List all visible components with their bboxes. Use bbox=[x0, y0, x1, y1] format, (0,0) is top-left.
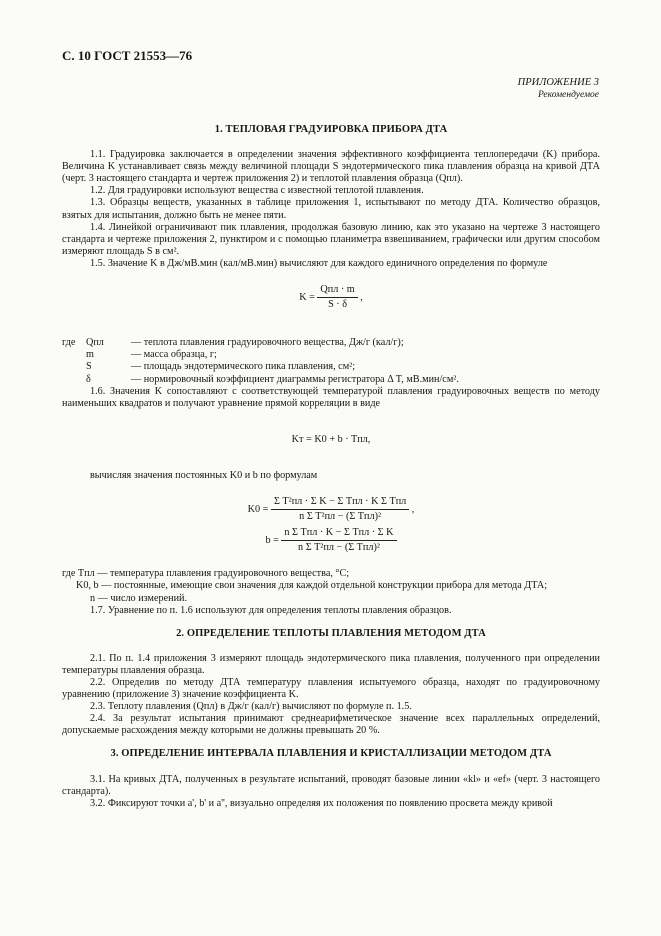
formula-k-tail: , bbox=[360, 291, 363, 303]
calc-text: вычисляя значения постоянных K0 и b по формулам bbox=[90, 469, 318, 481]
formula-k0 bbox=[62, 496, 600, 523]
formula-k-fraction bbox=[317, 284, 357, 311]
where-symbol: Qпл bbox=[86, 337, 104, 349]
where-tpl: где Tпл — температура плавления градуировочного вещества, °C; bbox=[62, 568, 350, 580]
formula-k bbox=[62, 284, 600, 311]
formula-b-lhs: b = bbox=[265, 535, 279, 547]
where-list-1 bbox=[62, 337, 600, 385]
para-2-3: 2.3. Теплоту плавления (Qпл) в Дж/г (кал/г) вычисляют по формуле п. 1.5. bbox=[90, 701, 412, 713]
where-text: — масса образца, г; bbox=[131, 349, 217, 361]
formula-k0-lhs: K0 = bbox=[247, 503, 269, 515]
formula-b-fraction bbox=[281, 527, 396, 554]
formula-k0-fraction bbox=[271, 496, 409, 523]
document-body bbox=[62, 124, 600, 810]
where-text: — нормировочный коэффициент диаграммы регистратора Δ T, мВ.мин/см². bbox=[131, 373, 459, 385]
where-symbol: m bbox=[86, 349, 94, 361]
where-text: — площадь эндотермического пика плавления, см²; bbox=[131, 361, 356, 373]
formula-b bbox=[62, 527, 600, 554]
para-1-6: 1.6. Значения K сопоставляют с соответствующей температурой плавления градуировочных веществ по методу наименьших квадратов и получают уравнение прямой корреляции в виде bbox=[62, 385, 600, 409]
where-text: — теплота плавления градуировочного вещества, Дж/г (кал/г); bbox=[131, 337, 404, 349]
formula-k0-denominator: n Σ T²пл − (Σ Tпл)² bbox=[299, 511, 382, 523]
where-symbol: δ bbox=[86, 373, 91, 385]
para-1-2: 1.2. Для градуировки используют вещества с известной теплотой плавления. bbox=[90, 185, 424, 197]
where-k0-b: K0, b — постоянные, имеющие свои значения для каждой отдельной конструкции прибора для метода ДТА; bbox=[76, 580, 548, 592]
para-1-7: 1.7. Уравнение по п. 1.6 используют для определения теплоты плавления образцов. bbox=[90, 604, 452, 616]
para-1-3: 1.3. Образцы веществ, указанных в таблице приложения 1, испытывают по методу ДТА. Количество образцов, взятых для испытания, должно быть не менее пяти. bbox=[62, 197, 600, 221]
para-1-4: 1.4. Линейкой ограничивают пик плавления, продолжая базовую линию, как это указано на чертеже 3 настоящего стандарта и чертеже приложения 2, пунктиром и с помощью планиметра взвешиванием, графически или другим способом измеряют площадь S в см². bbox=[62, 221, 600, 257]
formula-k0-tail: , bbox=[411, 503, 415, 515]
where-symbol: S bbox=[86, 361, 92, 373]
where-label: где bbox=[62, 337, 76, 349]
appendix-title: ПРИЛОЖЕНИЕ 3 bbox=[517, 77, 599, 88]
formula-k0-numerator: Σ T²пл · Σ K − Σ Tпл · K Σ Tпл bbox=[271, 496, 409, 510]
para-2-1: 2.1. По п. 1.4 приложения 3 измеряют площадь эндотермического пика плавления, полученного при определении температуры плавления образца. bbox=[62, 652, 600, 676]
para-3-1: 3.1. На кривых ДТА, полученных в результате испытаний, проводят базовые линии «kl» и «ef» (черт. 3 настоящего стандарта). bbox=[62, 773, 600, 797]
formula-b-denominator: n Σ T²пл − (Σ Tпл)² bbox=[298, 542, 380, 554]
para-3-2: 3.2. Фиксируют точки a', b' и a'', визуально определяя их положения по появлению просвета между кривой bbox=[90, 797, 553, 809]
formula-k-denominator: S · δ bbox=[328, 299, 348, 311]
para-2-4: 2.4. За результат испытания принимают среднеарифметическое значение всех параллельных определений, допускаемые расхождения между которыми не должны превышать 20 %. bbox=[62, 713, 600, 737]
formula-b-numerator: n Σ Tпл · K − Σ Tпл · Σ K bbox=[281, 527, 396, 541]
para-1-5: 1.5. Значение K в Дж/мВ.мин (кал/мВ.мин) вычисляют для каждого единичного определения по формуле bbox=[90, 257, 548, 269]
section-1-title: 1. ТЕПЛОВАЯ ГРАДУИРОВКА ПРИБОРА ДТА bbox=[214, 124, 448, 135]
formula-kt: Kт = K0 + b · Tпл, bbox=[291, 433, 371, 445]
para-1-1: 1.1. Градуировка заключается в определении значения эффективного коэффициента теплопередачи (K) прибора. Величина K устанавливает связь между величиной площади S эндотермического пика плавления образца на кривой ДТА (черт. 3 настоящего стандарта и чертеж приложения 2) и теплотой плавления образца (Qпл). bbox=[62, 149, 600, 185]
formula-k-lhs: K = bbox=[299, 291, 315, 303]
page-header: С. 10 ГОСТ 21553—76 bbox=[62, 48, 193, 63]
formula-k-numerator: Qпл · m bbox=[317, 284, 357, 298]
where-n: n — число измерений. bbox=[90, 592, 188, 604]
section-2-title: 2. ОПРЕДЕЛЕНИЕ ТЕПЛОТЫ ПЛАВЛЕНИЯ МЕТОДОМ ДТА bbox=[176, 627, 486, 639]
appendix-label bbox=[518, 77, 599, 101]
section-3-title: 3. ОПРЕДЕЛЕНИЕ ИНТЕРВАЛА ПЛАВЛЕНИЯ И КРИСТАЛЛИЗАЦИИ МЕТОДОМ ДТА bbox=[110, 748, 552, 760]
appendix-subtitle: Рекомендуемое bbox=[537, 90, 599, 100]
para-2-2: 2.2. Определив по методу ДТА температуру плавления испытуемого образца, находят по градуировочному уравнению (приложение 3) значение коэффициента K. bbox=[62, 677, 600, 701]
